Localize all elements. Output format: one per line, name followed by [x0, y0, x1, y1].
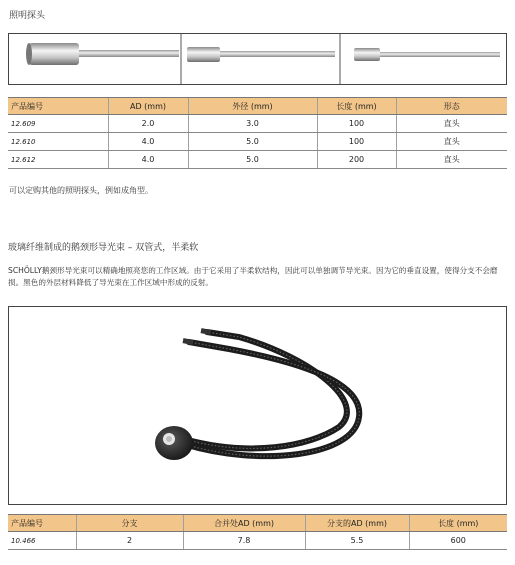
gooseneck-description: SCHÖLLY鹅颈形导光束可以精确地照亮您的工作区域。由于它采用了半柔软结构，因此可以单独调节导光束。因为它的垂直设置，使得分支不会磨损。黑色的外层材料降低了导光束在工作区域中形成的反射。 [8, 266, 498, 287]
cell-product-no: 10.466 [8, 532, 76, 550]
cell-shape: 直头 [396, 115, 507, 133]
table-header-row [8, 515, 507, 532]
cell-outer-diameter: 3.0 [188, 115, 317, 133]
cell-ad: 4.0 [108, 133, 188, 151]
section-title-probes: 照明探头 [9, 11, 46, 21]
col-header-outer-diameter: 外径 (mm) [188, 98, 317, 115]
cell-product-no: 12.612 [8, 151, 108, 169]
cell-length: 100 [317, 115, 396, 133]
gooseneck-illustration [9, 307, 506, 504]
cell-product-no: 12.609 [8, 115, 108, 133]
cell-ad: 4.0 [108, 151, 188, 169]
cell-merged-ad: 7.8 [183, 532, 305, 550]
col-header-shape: 形态 [396, 98, 507, 115]
cell-length: 200 [317, 151, 396, 169]
cell-branches: 2 [76, 532, 183, 550]
col-header-branch-ad: 分支的AD (mm) [305, 515, 409, 532]
col-header-product-no: 产品编号 [8, 515, 76, 532]
probe-12610-image [187, 47, 335, 62]
table-row [8, 151, 507, 169]
probe-spec-table [8, 97, 507, 169]
cell-product-no: 12.610 [8, 133, 108, 151]
col-header-length: 长度 (mm) [317, 98, 396, 115]
cell-length: 600 [409, 532, 507, 550]
section-title-gooseneck: 玻璃纤维制成的鹅颈形导光束 – 双管式，半柔软 [8, 243, 199, 253]
table-header-row [8, 98, 507, 115]
gooseneck-photo-panel [8, 306, 507, 505]
table-row [8, 133, 507, 151]
cell-branch-ad: 5.5 [305, 532, 409, 550]
cell-outer-diameter: 5.0 [188, 151, 317, 169]
probe-12612-image [354, 48, 500, 61]
gooseneck-spec-table [8, 514, 507, 550]
probe-illustrations [9, 34, 506, 84]
cell-length: 100 [317, 133, 396, 151]
col-header-merged-ad: 合并处AD (mm) [183, 515, 305, 532]
table-row [8, 532, 507, 550]
probe-12609-image [26, 43, 179, 65]
probe-note: 可以定购其他的照明探头，例如成角型。 [9, 186, 153, 195]
col-header-branches: 分支 [76, 515, 183, 532]
cell-outer-diameter: 5.0 [188, 133, 317, 151]
col-header-ad: AD (mm) [108, 98, 188, 115]
probe-photo-panel [8, 33, 507, 85]
table-row [8, 115, 507, 133]
cell-shape: 直头 [396, 133, 507, 151]
cell-shape: 直头 [396, 151, 507, 169]
col-header-length: 长度 (mm) [409, 515, 507, 532]
col-header-product-no: 产品编号 [8, 98, 108, 115]
cell-ad: 2.0 [108, 115, 188, 133]
